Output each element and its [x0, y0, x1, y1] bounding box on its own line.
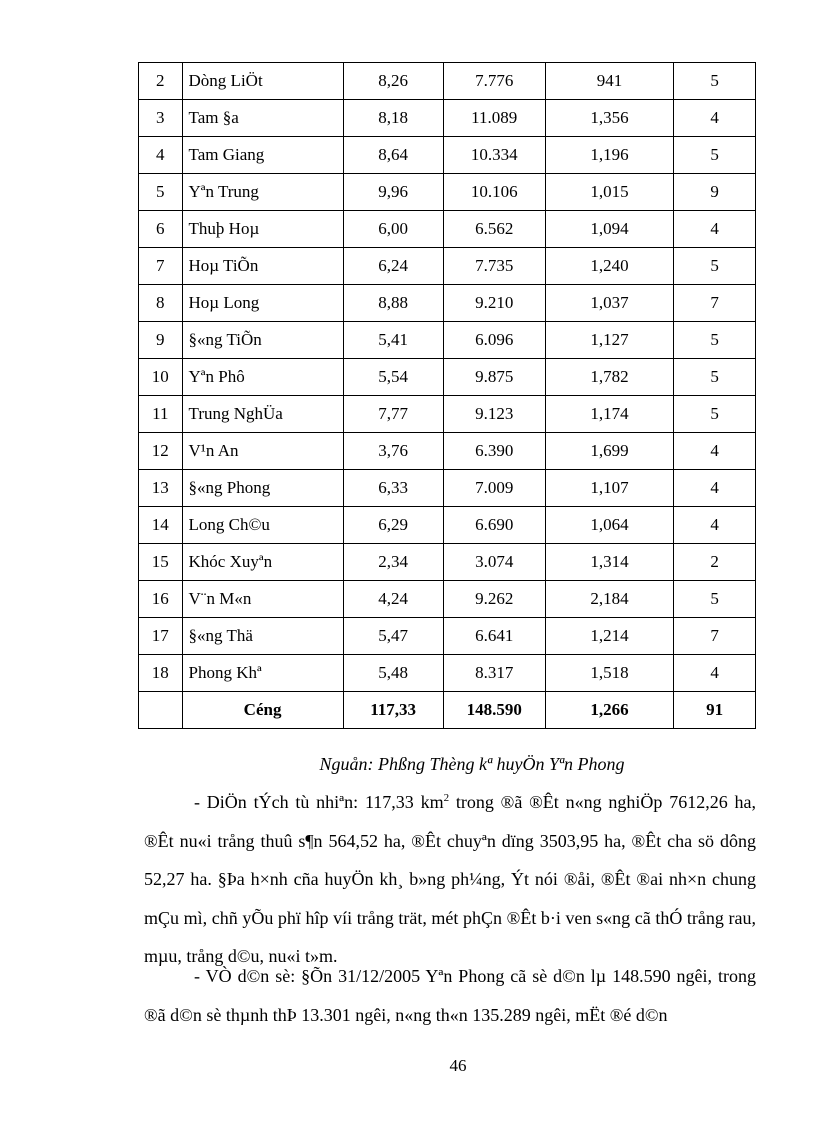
cell-no: 15 — [139, 544, 183, 581]
cell-no: 4 — [139, 137, 183, 174]
table-row — [139, 655, 756, 692]
cell-density: 1,015 — [545, 174, 673, 211]
cell-count: 5 — [674, 63, 756, 100]
cell-commune: Thuþ Hoµ — [182, 211, 343, 248]
cell-population: 6.690 — [443, 507, 545, 544]
cell-count: 5 — [674, 322, 756, 359]
cell-count: 5 — [674, 359, 756, 396]
cell-commune: V¨n M«n — [182, 581, 343, 618]
table-row — [139, 137, 756, 174]
total-density: 1,266 — [545, 692, 673, 729]
cell-population: 6.390 — [443, 433, 545, 470]
cell-no: 8 — [139, 285, 183, 322]
cell-commune: Khóc Xuyªn — [182, 544, 343, 581]
cell-density: 1,174 — [545, 396, 673, 433]
cell-area: 6,29 — [343, 507, 443, 544]
population-table — [138, 62, 756, 729]
cell-count: 5 — [674, 581, 756, 618]
cell-commune: Dòng LiÖt — [182, 63, 343, 100]
cell-commune: Trung NghÜa — [182, 396, 343, 433]
cell-commune: §«ng TiÕn — [182, 322, 343, 359]
cell-area: 6,33 — [343, 470, 443, 507]
cell-population: 10.334 — [443, 137, 545, 174]
cell-commune: Yªn Trung — [182, 174, 343, 211]
cell-density: 1,127 — [545, 322, 673, 359]
cell-count: 5 — [674, 396, 756, 433]
cell-area: 5,48 — [343, 655, 443, 692]
cell-count: 7 — [674, 618, 756, 655]
cell-population: 9.875 — [443, 359, 545, 396]
cell-area: 9,96 — [343, 174, 443, 211]
table-row — [139, 248, 756, 285]
cell-commune: Tam Giang — [182, 137, 343, 174]
cell-area: 8,64 — [343, 137, 443, 174]
cell-count: 9 — [674, 174, 756, 211]
cell-count: 4 — [674, 100, 756, 137]
cell-area: 5,41 — [343, 322, 443, 359]
cell-commune: Phong Khª — [182, 655, 343, 692]
cell-population: 9.210 — [443, 285, 545, 322]
cell-no: 3 — [139, 100, 183, 137]
table-row — [139, 322, 756, 359]
cell-no: 7 — [139, 248, 183, 285]
cell-count: 7 — [674, 285, 756, 322]
cell-area: 5,47 — [343, 618, 443, 655]
cell-no: 12 — [139, 433, 183, 470]
cell-population: 6.562 — [443, 211, 545, 248]
cell-density: 1,107 — [545, 470, 673, 507]
land-area-text-start: - DiÖn tÝch tù nhiªn: 117,33 km — [194, 792, 444, 812]
cell-no: 11 — [139, 396, 183, 433]
cell-commune: Hoµ TiÕn — [182, 248, 343, 285]
table-row — [139, 618, 756, 655]
cell-count: 4 — [674, 211, 756, 248]
land-area-paragraph — [144, 783, 756, 976]
cell-count: 5 — [674, 248, 756, 285]
cell-density: 941 — [545, 63, 673, 100]
cell-density: 1,314 — [545, 544, 673, 581]
cell-no: 18 — [139, 655, 183, 692]
table-row — [139, 63, 756, 100]
table-total-row — [139, 692, 756, 729]
table-row — [139, 285, 756, 322]
cell-population: 3.074 — [443, 544, 545, 581]
cell-commune: Long Ch©u — [182, 507, 343, 544]
cell-population: 9.262 — [443, 581, 545, 618]
table-row — [139, 174, 756, 211]
table-row — [139, 544, 756, 581]
cell-density: 1,037 — [545, 285, 673, 322]
cell-no: 14 — [139, 507, 183, 544]
table-row — [139, 433, 756, 470]
cell-count: 4 — [674, 470, 756, 507]
table-row — [139, 100, 756, 137]
cell-area: 6,00 — [343, 211, 443, 248]
cell-population: 9.123 — [443, 396, 545, 433]
table-row — [139, 507, 756, 544]
cell-population: 11.089 — [443, 100, 545, 137]
cell-density: 1,240 — [545, 248, 673, 285]
table-source-note: Nguån: Phßng Thèng kª huyÖn Yªn Phong — [319, 754, 625, 774]
cell-count: 2 — [674, 544, 756, 581]
cell-commune: Hoµ Long — [182, 285, 343, 322]
cell-no: 17 — [139, 618, 183, 655]
cell-density: 1,214 — [545, 618, 673, 655]
cell-count: 5 — [674, 137, 756, 174]
cell-population: 7.009 — [443, 470, 545, 507]
page-number: 46 — [449, 1056, 467, 1075]
cell-area: 8,88 — [343, 285, 443, 322]
cell-area: 2,34 — [343, 544, 443, 581]
cell-density: 1,094 — [545, 211, 673, 248]
cell-density: 1,699 — [545, 433, 673, 470]
cell-area: 8,26 — [343, 63, 443, 100]
cell-commune: Yªn Phô — [182, 359, 343, 396]
cell-density: 1,196 — [545, 137, 673, 174]
total-population: 148.590 — [443, 692, 545, 729]
table-row — [139, 581, 756, 618]
cell-no: 6 — [139, 211, 183, 248]
cell-no: 16 — [139, 581, 183, 618]
cell-commune: §«ng Thä — [182, 618, 343, 655]
cell-no: 2 — [139, 63, 183, 100]
table-body — [139, 63, 756, 729]
cell-density: 2,184 — [545, 581, 673, 618]
cell-population: 10.106 — [443, 174, 545, 211]
cell-no: 5 — [139, 174, 183, 211]
cell-area: 4,24 — [343, 581, 443, 618]
cell-count: 4 — [674, 655, 756, 692]
cell-area: 6,24 — [343, 248, 443, 285]
cell-count: 4 — [674, 433, 756, 470]
land-area-text-rest: trong ®ã ®Êt n«ng nghiÖp 7612,26 ha, ®Êt nu«i trång thuû s¶n 564,52 ha, ®Êt chuyªn dïng 3503,95 ha, ®Êt cha sö dông 52,27 ha. §Þa h×nh cña huyÖn kh¸ b»ng ph¼ng, Ýt nói ®åi, ®Êt ®ai nh×n chung mÇu mì, chñ yÕu phï hîp víi trång trät, mét phÇn ®Êt b·i ven s«ng cã thÓ trång rau, mµu, trång d©u, nu«i t»m. — [144, 792, 756, 966]
cell-density: 1,064 — [545, 507, 673, 544]
table-row — [139, 396, 756, 433]
cell-area: 5,54 — [343, 359, 443, 396]
total-no — [139, 692, 183, 729]
cell-no: 10 — [139, 359, 183, 396]
table-row — [139, 470, 756, 507]
superscript-2: 2 — [443, 792, 450, 804]
cell-area: 8,18 — [343, 100, 443, 137]
cell-commune: §«ng Phong — [182, 470, 343, 507]
cell-population: 7.776 — [443, 63, 545, 100]
cell-density: 1,356 — [545, 100, 673, 137]
cell-density: 1,782 — [545, 359, 673, 396]
total-count: 91 — [674, 692, 756, 729]
cell-area: 3,76 — [343, 433, 443, 470]
cell-population: 6.641 — [443, 618, 545, 655]
cell-count: 4 — [674, 507, 756, 544]
population-paragraph: - VÒ d©n sè: §Õn 31/12/2005 Yªn Phong cã sè d©n lµ 148.590 ngêi, trong ®ã d©n sè thµnh thÞ 13.301 ngêi, n«ng th«n 135.289 ngêi, mËt ®é d©n — [144, 966, 756, 1025]
cell-population: 8.317 — [443, 655, 545, 692]
cell-no: 9 — [139, 322, 183, 359]
cell-commune: V¹n An — [182, 433, 343, 470]
total-area: 117,33 — [343, 692, 443, 729]
cell-density: 1,518 — [545, 655, 673, 692]
table-row — [139, 211, 756, 248]
table-row — [139, 359, 756, 396]
cell-commune: Tam §a — [182, 100, 343, 137]
cell-area: 7,77 — [343, 396, 443, 433]
cell-population: 7.735 — [443, 248, 545, 285]
cell-population: 6.096 — [443, 322, 545, 359]
cell-no: 13 — [139, 470, 183, 507]
total-commune: Céng — [182, 692, 343, 729]
